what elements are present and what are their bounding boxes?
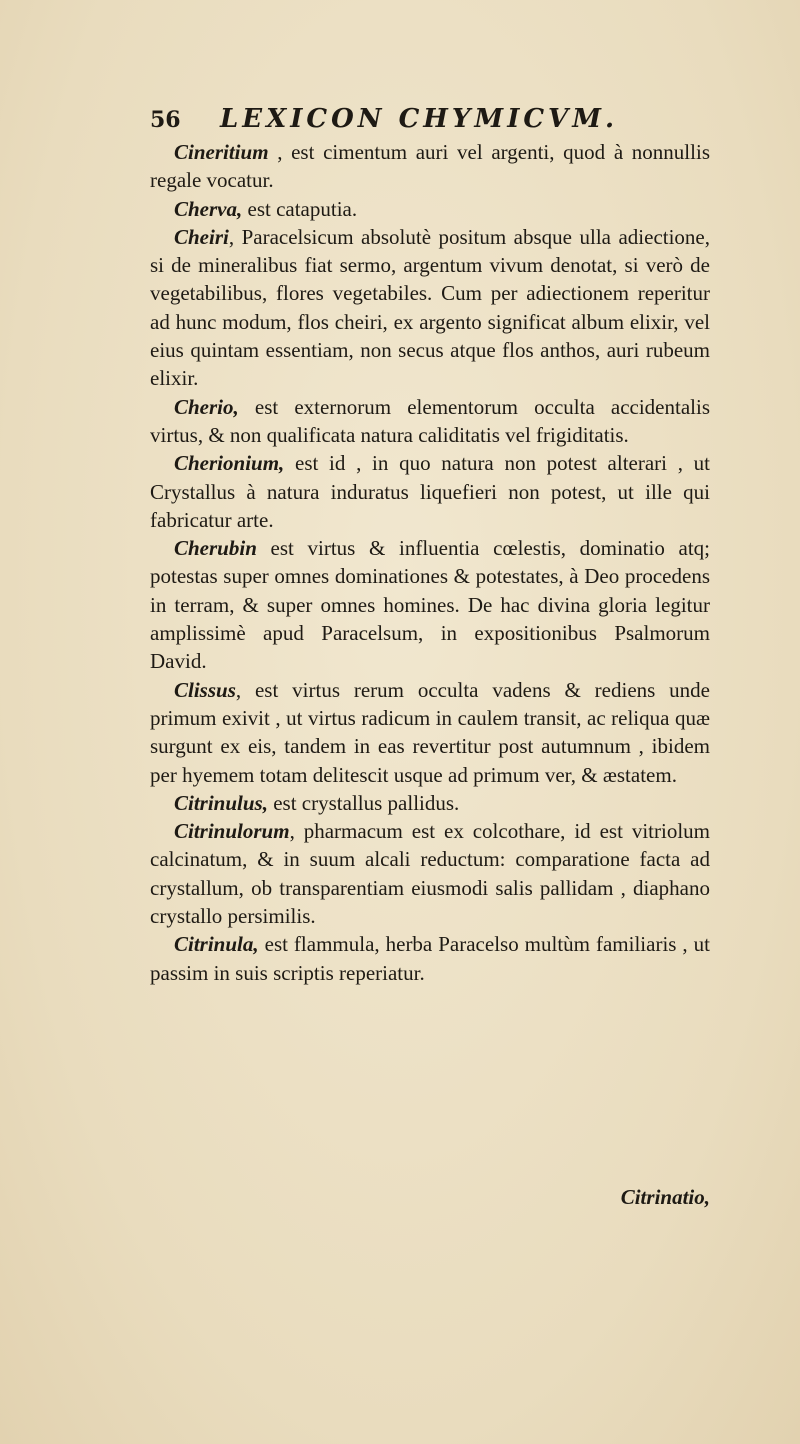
headword: Clissus (174, 677, 236, 702)
definition: est id , in quo natura non potest alterari , ut Crystallus à natura induratus liquefieri non potest, ut ille qui fabricatur arte. (150, 451, 710, 532)
page-number: 56 (150, 107, 181, 133)
entry-cherio (150, 393, 710, 450)
entry-citrinulorum (150, 817, 710, 930)
headword: Cineritium (174, 140, 269, 164)
entry-cherva (150, 195, 710, 223)
definition: , est cimentum auri vel argenti, quod à nonnullis regale vocatur. (150, 140, 710, 193)
entry-cheiri (150, 223, 710, 393)
definition: , Paracelsicum absolutè positum absque ulla adiectione, si de mineralibus fiat sermo, argentum vivum denotat, si verò de vegetabilibus, flores vegetabiles. Cum per adiectionem reperitur ad hunc modum, flos cheiri, ex argento significat album elixir, vel eius quintam essentiam, non secus atque flos anthos, auri rubeum elixir. (150, 224, 710, 391)
entry-cherionium (150, 449, 710, 534)
headword: Cheiri (174, 224, 229, 249)
headword: Cherubin (174, 536, 257, 561)
definition: est externorum elementorum occulta accidentalis virtus, & non qualificata natura caliditatis vel frigiditatis. (150, 394, 710, 447)
lexicon-text (150, 138, 710, 987)
definition: est virtus & influentia cœlestis, dominatio atq; potestas super omnes dominationes & potestates, à Deo procedens in terram, & super omnes homines. De hac divina gloria legitur amplissimè apud Paracelsum, in expositionibus Psalmorum David. (150, 536, 710, 674)
entry-clissus (150, 676, 710, 789)
headword: Cherva, (174, 196, 243, 221)
definition: est flammula, herba Paracelso multùm familiaris , ut passim in suis scriptis reperiatur. (150, 932, 710, 985)
definition: , est virtus rerum occulta vadens & rediens unde primum exivit , ut virtus radicum in caulem transit, ac reliqua quæ surgunt ex eis, tandem in eas revertitur post autumnum , ibidem per hyemem totam delitescit usque ad primum ver, & æstatem. (150, 677, 710, 787)
running-head: LEXICON CHYMICVM. (220, 104, 619, 134)
entry-cherubin (150, 534, 710, 675)
entry-citrinula (150, 930, 710, 987)
definition: est crystallus pallidus. (267, 790, 460, 815)
headword: Citrinulus, (174, 790, 268, 815)
headword: Cherionium, (174, 451, 285, 476)
definition: est cataputia. (242, 196, 358, 221)
catchword: Citrinatio, (620, 1185, 710, 1209)
entry-citrinulus (150, 789, 710, 817)
headword: Cherio, (174, 394, 239, 419)
definition: , pharmacum est ex colcothare, id est vitriolum calcinatum, & in suum alcali reductum: comparatione facta ad crystallum, ob transparentiam eiusmodi salis pallidam , diaphano crystallo persimilis. (150, 819, 710, 929)
page-header (150, 104, 710, 140)
headword: Citrinulorum (174, 819, 290, 844)
headword: Citrinula, (174, 932, 259, 957)
entry-cineritium (150, 138, 710, 195)
